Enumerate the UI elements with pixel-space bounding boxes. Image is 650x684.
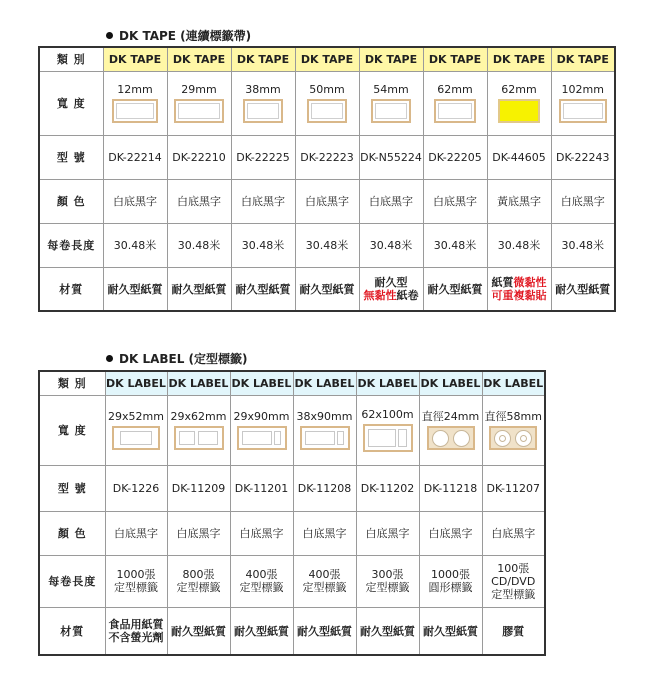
column-header: DK TAPE — [167, 47, 231, 71]
length-type: CD/DVD — [491, 574, 536, 588]
material-cell: 耐久型紙質 — [356, 607, 419, 655]
tape-29mm-illustration — [174, 99, 224, 123]
label-29x90-illustration — [237, 426, 287, 450]
length-type: 定型標籤 — [302, 581, 347, 594]
row-label-width: 寬 度 — [39, 71, 103, 135]
width-cell — [359, 71, 423, 135]
width-cell — [419, 395, 482, 465]
model-cell: DK-22225 — [231, 135, 295, 179]
model-cell: DK-11218 — [419, 465, 482, 511]
row-label-model: 型 號 — [39, 135, 103, 179]
width-value: 62mm — [501, 83, 537, 96]
material-cell: 耐久型紙質 — [551, 267, 615, 311]
row-label-category: 類 別 — [39, 371, 105, 395]
column-header: DK LABEL — [167, 371, 230, 395]
width-cell — [167, 395, 230, 465]
length-cell — [419, 555, 482, 607]
length-type: 圓形標籤 — [428, 581, 473, 594]
color-cell: 白底黑字 — [293, 511, 356, 555]
width-value: 102mm — [561, 83, 604, 96]
row-label-color: 顏 色 — [39, 511, 105, 555]
bullet-icon — [106, 355, 113, 362]
length-cell — [167, 555, 230, 607]
tape-table — [38, 46, 616, 312]
length-cell — [230, 555, 293, 607]
width-cell — [167, 71, 231, 135]
tape-material-row — [39, 267, 615, 311]
model-cell: DK-N55224 — [359, 135, 423, 179]
width-value: 62x100m — [361, 408, 414, 421]
width-cell — [356, 395, 419, 465]
tape-yellow-62mm-illustration — [498, 99, 540, 123]
tape-title-text: DK TAPE (連續標籤帶) — [119, 29, 252, 43]
color-cell: 白底黑字 — [295, 179, 359, 223]
color-cell: 白底黑字 — [419, 511, 482, 555]
label-header-row — [39, 371, 545, 395]
column-header: DK TAPE — [231, 47, 295, 71]
label-length-row — [39, 555, 545, 607]
length-count: 100張 — [497, 561, 530, 575]
color-cell: 白底黑字 — [167, 511, 230, 555]
material-cell: 耐久型紙質 — [293, 607, 356, 655]
row-label-color: 顏 色 — [39, 179, 103, 223]
color-cell: 黃底黑字 — [487, 179, 551, 223]
column-header: DK TAPE — [423, 47, 487, 71]
color-cell: 白底黑字 — [482, 511, 545, 555]
width-value: 50mm — [309, 83, 345, 96]
width-value: 38mm — [245, 83, 281, 96]
width-cell — [423, 71, 487, 135]
material-cell — [359, 267, 423, 311]
column-header: DK LABEL — [419, 371, 482, 395]
material-cell: 膠質 — [482, 607, 545, 655]
column-header: DK TAPE — [295, 47, 359, 71]
tape-62mm-illustration — [434, 99, 476, 123]
model-cell: DK-22210 — [167, 135, 231, 179]
length-count: 400張 — [245, 568, 278, 581]
length-type: 定型標籤 — [239, 581, 284, 594]
row-label-length: 每卷長度 — [39, 555, 105, 607]
label-29x52-illustration — [112, 426, 160, 450]
material-cell — [487, 267, 551, 311]
color-cell: 白底黑字 — [551, 179, 615, 223]
length-count: 800張 — [182, 568, 215, 581]
material-cell: 耐久型紙質 — [103, 267, 167, 311]
material-line: 耐久型 — [374, 275, 408, 289]
row-label-material: 材質 — [39, 607, 105, 655]
width-value: 38x90mm — [296, 410, 353, 423]
column-header: DK LABEL — [230, 371, 293, 395]
material-line: 食品用紙質 — [108, 617, 164, 631]
label-color-row — [39, 511, 545, 555]
label-29x62-illustration — [174, 426, 224, 450]
column-header: DK LABEL — [482, 371, 545, 395]
material-cell: 耐久型紙質 — [423, 267, 487, 311]
length-count: 400張 — [308, 568, 341, 581]
material-text: 紙質 — [491, 275, 514, 289]
column-header: DK LABEL — [105, 371, 167, 395]
width-cell — [231, 71, 295, 135]
length-cell: 30.48米 — [551, 223, 615, 267]
highlight-text: 微黏性 — [513, 275, 547, 289]
row-label-model: 型 號 — [39, 465, 105, 511]
highlight-text: 無黏性 — [363, 288, 397, 302]
width-cell — [293, 395, 356, 465]
length-cell: 30.48米 — [423, 223, 487, 267]
color-cell: 白底黑字 — [356, 511, 419, 555]
tape-width-row — [39, 71, 615, 135]
model-cell: DK-11207 — [482, 465, 545, 511]
material-cell: 耐久型紙質 — [231, 267, 295, 311]
width-cell — [487, 71, 551, 135]
length-cell: 30.48米 — [295, 223, 359, 267]
length-cell — [356, 555, 419, 607]
highlight-text: 可重複黏貼 — [491, 288, 547, 302]
round-label-24mm-illustration — [427, 426, 475, 450]
model-cell: DK-11202 — [356, 465, 419, 511]
length-type: 定型標籤 — [491, 587, 536, 601]
row-label-category: 類 別 — [39, 47, 103, 71]
width-cell — [105, 395, 167, 465]
label-material-row — [39, 607, 545, 655]
material-text: 紙卷 — [396, 288, 419, 302]
length-cell: 30.48米 — [359, 223, 423, 267]
label-title-text: DK LABEL (定型標籤) — [119, 352, 248, 366]
label-model-row — [39, 465, 545, 511]
column-header: DK TAPE — [551, 47, 615, 71]
bullet-icon — [106, 32, 113, 39]
color-cell: 白底黑字 — [230, 511, 293, 555]
width-value: 直徑24mm — [421, 410, 480, 423]
row-label-material: 材質 — [39, 267, 103, 311]
width-value: 54mm — [373, 83, 409, 96]
tape-model-row — [39, 135, 615, 179]
color-cell: 白底黑字 — [423, 179, 487, 223]
model-cell: DK-11201 — [230, 465, 293, 511]
tape-header-row — [39, 47, 615, 71]
row-label-width: 寬 度 — [39, 395, 105, 465]
model-cell: DK-22214 — [103, 135, 167, 179]
length-type: 定型標籤 — [176, 581, 221, 594]
width-cell — [551, 71, 615, 135]
width-cell — [103, 71, 167, 135]
model-cell: DK-22205 — [423, 135, 487, 179]
column-header: DK LABEL — [356, 371, 419, 395]
width-cell — [230, 395, 293, 465]
length-count: 1000張 — [116, 568, 156, 581]
cd-label-58mm-illustration — [489, 426, 537, 450]
column-header: DK TAPE — [487, 47, 551, 71]
model-cell: DK-44605 — [487, 135, 551, 179]
tape-102mm-illustration — [559, 99, 607, 123]
column-header: DK TAPE — [103, 47, 167, 71]
length-cell: 30.48米 — [167, 223, 231, 267]
width-value: 29x52mm — [108, 410, 164, 423]
tape-color-row — [39, 179, 615, 223]
length-cell — [105, 555, 167, 607]
width-value: 直徑58mm — [484, 410, 542, 423]
width-value: 29x90mm — [233, 410, 290, 423]
length-type: 定型標籤 — [114, 581, 158, 594]
width-cell — [295, 71, 359, 135]
length-cell: 30.48米 — [487, 223, 551, 267]
model-cell: DK-11209 — [167, 465, 230, 511]
material-cell: 耐久型紙質 — [167, 267, 231, 311]
length-cell: 30.48米 — [231, 223, 295, 267]
material-cell: 耐久型紙質 — [295, 267, 359, 311]
length-cell: 30.48米 — [103, 223, 167, 267]
column-header: DK TAPE — [359, 47, 423, 71]
label-62x100-illustration — [363, 424, 413, 452]
width-value: 12mm — [117, 83, 153, 96]
model-cell: DK-22223 — [295, 135, 359, 179]
color-cell: 白底黑字 — [103, 179, 167, 223]
label-width-row — [39, 395, 545, 465]
material-cell — [105, 607, 167, 655]
tape-38mm-illustration — [243, 99, 283, 123]
material-cell: 耐久型紙質 — [230, 607, 293, 655]
width-value: 29mm — [181, 83, 217, 96]
material-line: 不含螢光劑 — [108, 630, 164, 644]
row-label-length: 每卷長度 — [39, 223, 103, 267]
tape-length-row — [39, 223, 615, 267]
color-cell: 白底黑字 — [359, 179, 423, 223]
color-cell: 白底黑字 — [167, 179, 231, 223]
length-cell — [482, 555, 545, 607]
material-cell: 耐久型紙質 — [167, 607, 230, 655]
tape-section-title — [106, 27, 251, 44]
length-cell — [293, 555, 356, 607]
width-cell — [482, 395, 545, 465]
label-38x90-illustration — [300, 426, 350, 450]
model-cell: DK-11208 — [293, 465, 356, 511]
model-cell: DK-1226 — [105, 465, 167, 511]
tape-54mm-illustration — [371, 99, 411, 123]
material-cell: 耐久型紙質 — [419, 607, 482, 655]
material-line — [360, 289, 423, 302]
column-header: DK LABEL — [293, 371, 356, 395]
length-type: 定型標籤 — [365, 581, 410, 594]
model-cell: DK-22243 — [551, 135, 615, 179]
label-section-title — [106, 350, 248, 367]
length-count: 300張 — [371, 568, 404, 581]
tape-12mm-illustration — [112, 99, 158, 123]
width-value: 62mm — [437, 83, 473, 96]
width-value: 29x62mm — [170, 410, 227, 423]
color-cell: 白底黑字 — [105, 511, 167, 555]
length-count: 1000張 — [431, 568, 470, 581]
material-line — [488, 276, 551, 289]
color-cell: 白底黑字 — [231, 179, 295, 223]
tape-50mm-illustration — [307, 99, 347, 123]
label-table — [38, 370, 546, 656]
